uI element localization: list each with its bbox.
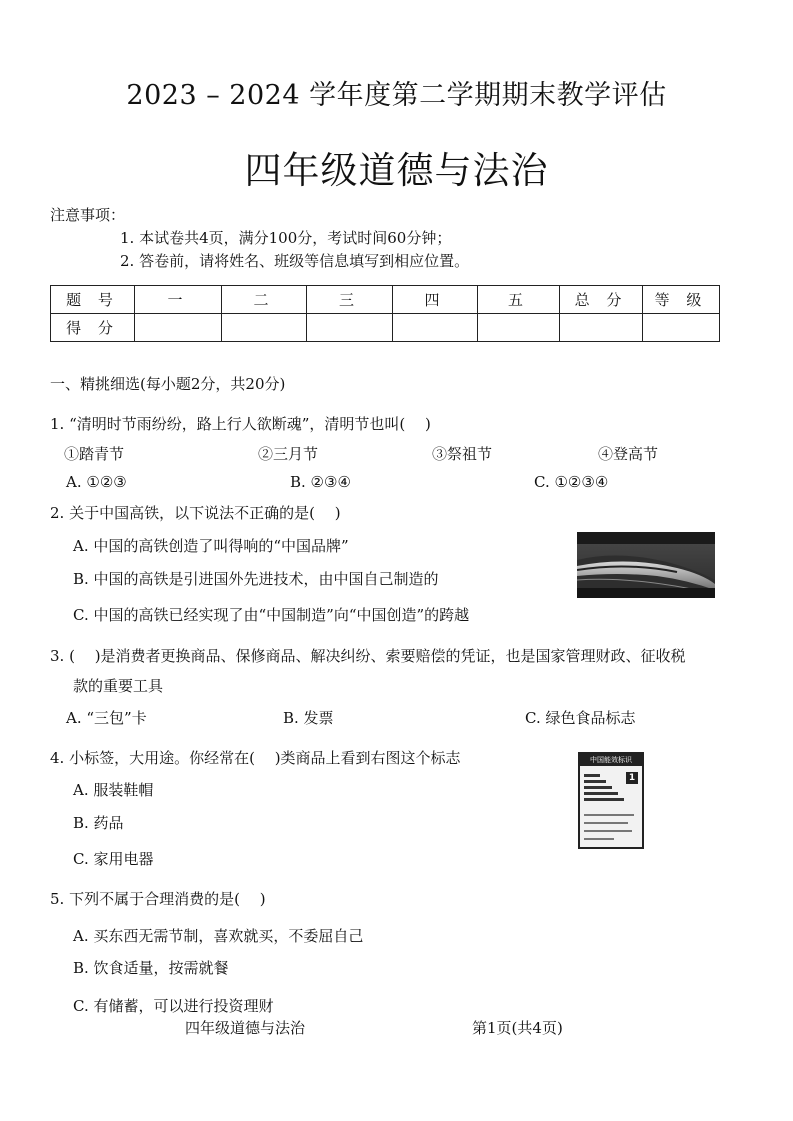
question-4-option-a: A. 服装鞋帽	[73, 781, 154, 799]
question-2-stem: 2. 关于中国高铁，以下说法不正确的是( )	[50, 504, 341, 522]
question-3-stem-line-2: 款的重要工具	[73, 677, 164, 695]
question-1-item-2: ②三月节	[258, 445, 319, 463]
question-5-option-a: A. 买东西无需节制，喜欢就买，不委屈自己	[73, 927, 364, 945]
score-table-score-row	[51, 314, 720, 342]
question-4-option-b: B. 药品	[73, 814, 124, 832]
score-cell-total[interactable]	[560, 314, 643, 342]
question-3-option-c: C. 绿色食品标志	[525, 709, 636, 727]
question-1-option-b: B. ②③④	[290, 473, 351, 491]
score-cell-grade[interactable]	[643, 314, 720, 342]
question-1-option-c: C. ①②③④	[534, 473, 609, 491]
score-cell-2[interactable]	[222, 314, 307, 342]
energy-label-heading: 中国能效标识	[580, 754, 642, 766]
question-1-item-1: ①踏青节	[64, 445, 125, 463]
score-cell-4[interactable]	[393, 314, 478, 342]
score-cell-3[interactable]	[307, 314, 393, 342]
question-3-option-b: B. 发票	[283, 709, 334, 727]
section-1-title: 一、精挑细选(每小题2分，共20分)	[50, 375, 286, 393]
question-5-option-c: C. 有储蓄，可以进行投资理财	[73, 997, 274, 1015]
question-5-stem: 5. 下列不属于合理消费的是( )	[50, 890, 266, 908]
header-cell-2: 二	[222, 286, 307, 314]
question-3-option-a: A. “三包”卡	[66, 709, 147, 727]
question-3-stem-line-1: 3. ( )是消费者更换商品、保修商品、解决纠纷、索要赔偿的凭证，也是国家管理财政、征收税	[50, 647, 686, 665]
score-table-header-row	[51, 286, 720, 314]
header-cell-question-no: 题 号	[51, 286, 135, 314]
header-cell-4: 四	[393, 286, 478, 314]
header-cell-5: 五	[478, 286, 560, 314]
header-cell-3: 三	[307, 286, 393, 314]
energy-grade-number: 1	[628, 773, 636, 783]
header-cell-grade: 等 级	[643, 286, 720, 314]
question-4-stem: 4. 小标签，大用途。你经常在( )类商品上看到右图这个标志	[50, 749, 461, 767]
question-5-option-b: B. 饮食适量，按需就餐	[73, 959, 229, 977]
notes-heading: 注意事项：	[50, 206, 126, 224]
footer-subject: 四年级道德与法治	[185, 1019, 306, 1037]
note-item-1: 1. 本试卷共4页，满分100分，考试时间60分钟；	[120, 229, 452, 247]
question-1-option-a: A. ①②③	[66, 473, 127, 491]
score-table	[50, 285, 720, 342]
subject-title: 四年级道德与法治	[244, 149, 549, 192]
energy-label-image	[578, 752, 644, 849]
exam-title: 2023 – 2024 学年度第二学期期末教学评估	[126, 80, 667, 111]
score-cell-1[interactable]	[135, 314, 222, 342]
question-1-item-3: ③祭祖节	[432, 445, 493, 463]
question-1-stem: 1. “清明时节雨纷纷，路上行人欲断魂”，清明节也叫( )	[50, 415, 431, 433]
question-4-option-c: C. 家用电器	[73, 850, 154, 868]
high-speed-train-photo	[577, 532, 715, 598]
score-row-label: 得 分	[51, 314, 135, 342]
header-cell-1: 一	[135, 286, 222, 314]
question-1-item-4: ④登高节	[598, 445, 659, 463]
header-cell-total: 总 分	[560, 286, 643, 314]
question-2-option-c: C. 中国的高铁已经实现了由“中国制造”向“中国创造”的跨越	[73, 606, 470, 624]
score-cell-5[interactable]	[478, 314, 560, 342]
question-2-option-a: A. 中国的高铁创造了叫得响的“中国品牌”	[73, 537, 349, 555]
footer-page-number: 第1页(共4页)	[472, 1019, 563, 1037]
note-item-2: 2. 答卷前，请将姓名、班级等信息填写到相应位置。	[120, 252, 470, 270]
question-2-option-b: B. 中国的高铁是引进国外先进技术，由中国自己制造的	[73, 570, 439, 588]
